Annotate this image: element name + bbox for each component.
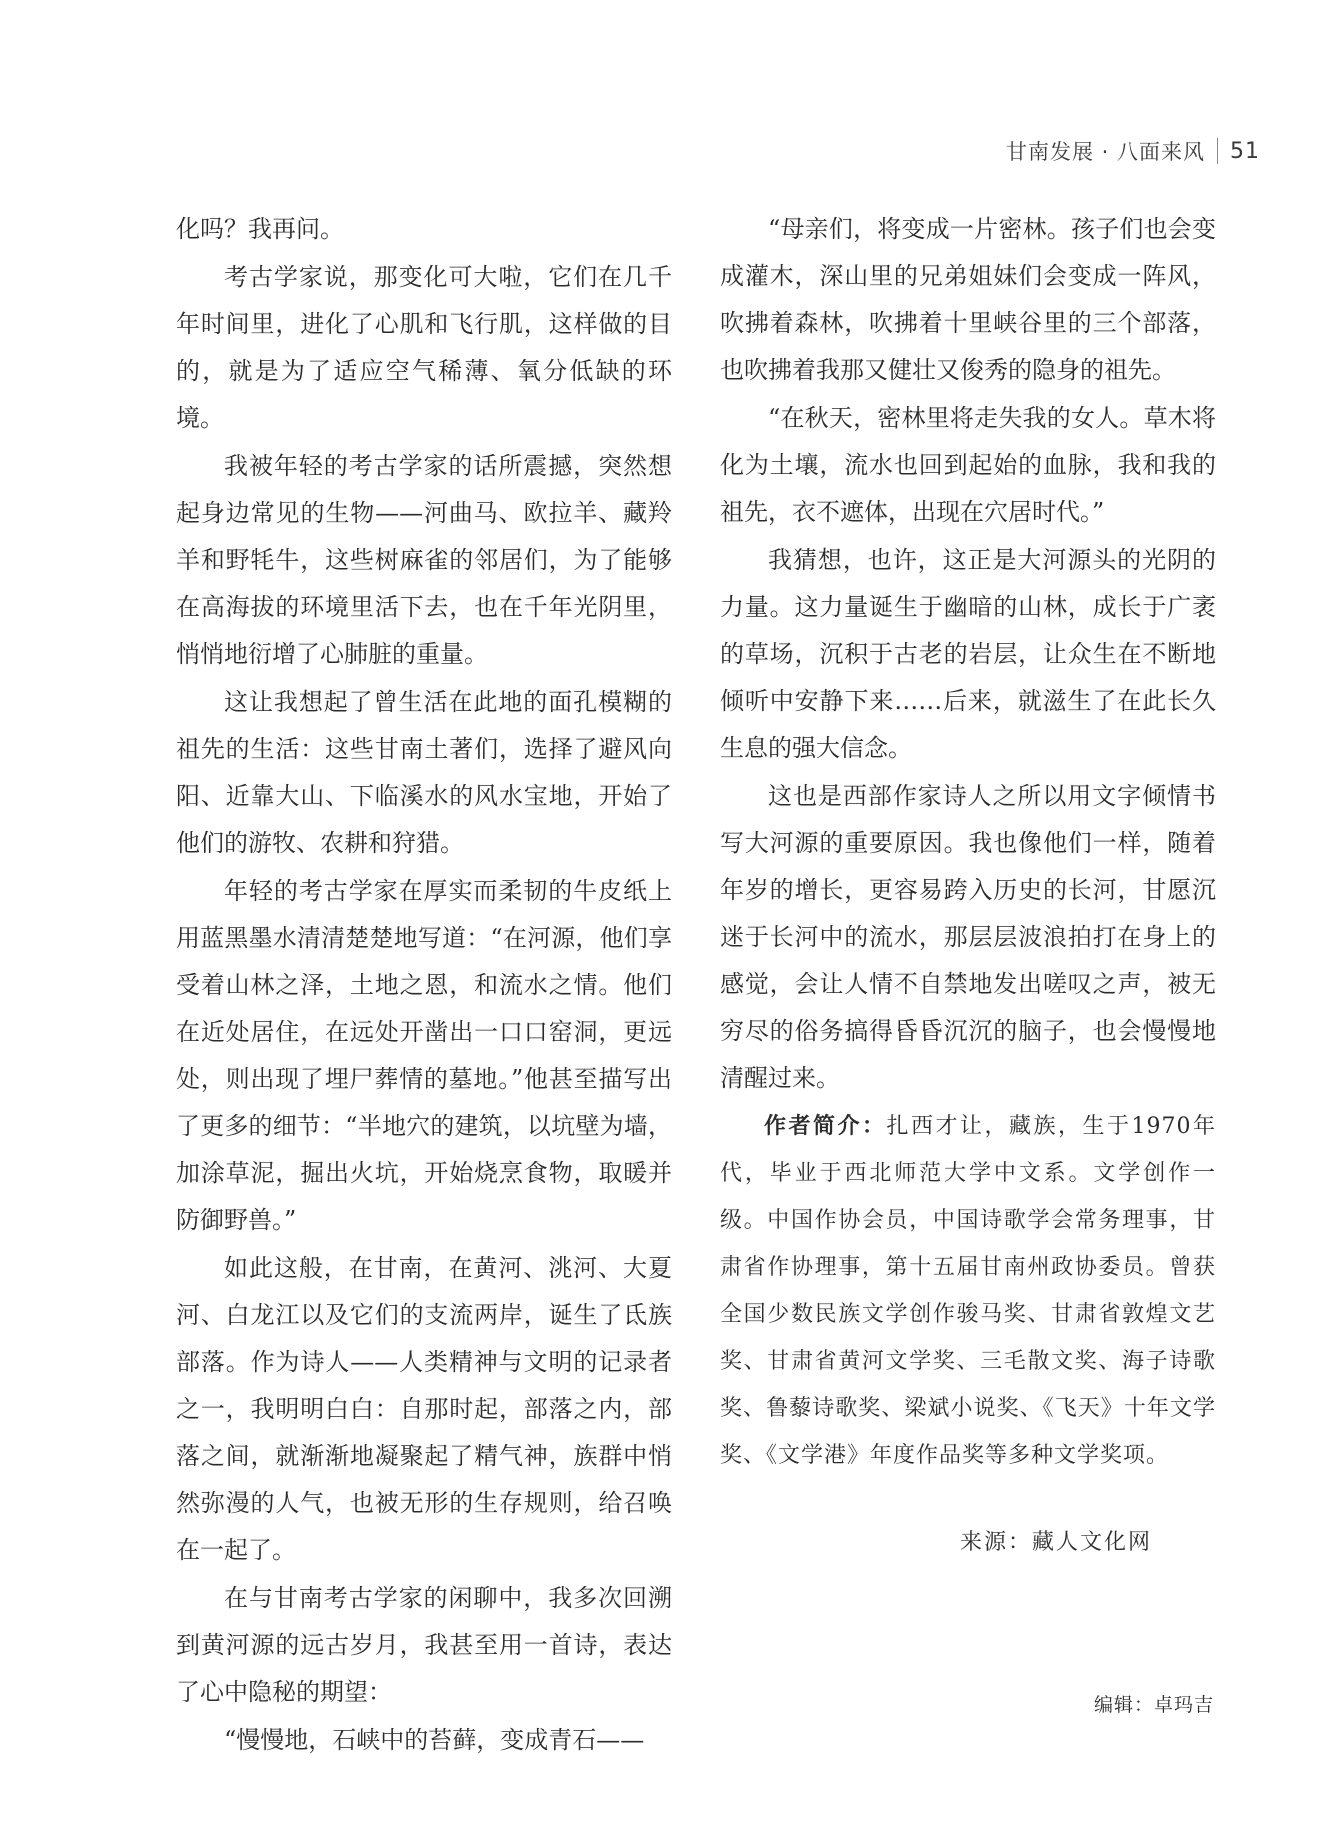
paragraph: “慢慢地，石峡中的苔藓，变成青石—— [224,1726,645,1754]
paragraph: “在秋天，密林里将走失我的女人。草木将化为土壤，流水也回到起始的血脉，我和我的祖先，衣不遮体，出现在穴居时代。” [720,404,1216,526]
paragraph: 化吗？我再问。 [176,215,344,243]
paragraph: 在与甘南考古学家的闲聊中，我多次回溯到黄河源的远古岁月，我甚至用一首诗，表达了心中隐秘的期望： [176,1584,672,1706]
paragraph: 我被年轻的考古学家的话所震撼，突然想起身边常见的生物——河曲马、欧拉羊、藏羚羊和野牦牛，这些树麻雀的邻居们，为了能够在高海拔的环境里活下去，也在千年光阴里，悄悄地衍增了心肺脏的重量。 [176,452,672,668]
section-title: 甘南发展 · 八面来风 [1005,140,1205,164]
paragraph: 年轻的考古学家在厚实而柔韧的牛皮纸上用蓝黑墨水清清楚楚地写道：“在河源，他们享受着山林之泽，土地之恩，和流水之情。他们在近处居住，在远处开凿出一口口窑洞，更远处，则出现了埋尸葬情的墓地。”他甚至描写出了更多的细节：“半地穴的建筑，以坑壁为墙，加涂草泥，掘出火坑，开始烧烹食物，取暖并防御野兽。” [176,877,672,1234]
paragraph: 考古学家说，那变化可大啦，它们在几千年时间里，进化了心肌和飞行肌，这样做的目的，就是为了适应空气稀薄、氧分低缺的环境。 [176,263,672,432]
paragraph: 这让我想起了曾生活在此地的面孔模糊的祖先的生活：这些甘南土著们，选择了避风向阳、近靠大山、下临溪水的风水宝地，开始了他们的游牧、农耕和狩猎。 [176,688,672,857]
author-bio-text: 扎西才让，藏族，生于1970年代，毕业于西北师范大学中文系。文学创作一级。中国作协会员，中国诗歌学会常务理事，甘肃省作协理事，第十五届甘南州政协委员。曾获全国少数民族文学创作骏马奖、甘肃省敦煌文艺奖、甘肃省黄河文学奖、三毛散文奖、海子诗歌奖、鲁藜诗歌奖、梁斌小说奖、《飞天》十年文学奖、《文学港》年度作品奖等多种文学奖项。 [720,1114,1216,1468]
header-divider [1217,138,1218,164]
left-column [176,206,672,1765]
source-credit: 来源：藏人文化网 [960,1530,1153,1555]
running-header [1006,136,1260,166]
paragraph: 这也是西部作家诗人之所以用文字倾情书写大河源的重要原因。我也像他们一样，随着年岁的增长，更容易跨入历史的长河，甘愿沉迷于长河中的流水，那层层波浪拍打在身上的感觉，会让人情不自禁地发出嗟叹之声，被无穷尽的俗务搞得昏昏沉沉的脑子，也会慢慢地清醒过来。 [720,782,1216,1092]
author-bio-label: 作者简介： [764,1114,887,1139]
author-bio [720,1103,1216,1479]
paragraph: 如此这般，在甘南，在黄河、洮河、大夏河、白龙江以及它们的支流两岸，诞生了氐族部落。作为诗人——人类精神与文明的记录者之一，我明明白白：自那时起，部落之内，部落之间，就渐渐地凝聚起了精气神，族群中悄然弥漫的人气，也被无形的生存规则，给召唤在一起了。 [176,1254,672,1564]
paragraph: 我猜想，也许，这正是大河源头的光阴的力量。这力量诞生于幽暗的山林，成长于广袤的草场，沉积于古老的岩层，让众生在不断地倾听中安静下来……后来，就滋生了在此长久生息的强大信念。 [720,546,1216,762]
right-column [720,206,1216,1480]
editor-credit: 编辑：卓玛吉 [1093,1694,1214,1716]
page-number: 51 [1230,138,1260,164]
paragraph: “母亲们，将变成一片密林。孩子们也会变成灌木，深山里的兄弟姐妹们会变成一阵风，吹拂着森林，吹拂着十里峡谷里的三个部落，也吹拂着我那又健壮又俊秀的隐身的祖先。 [720,215,1216,384]
